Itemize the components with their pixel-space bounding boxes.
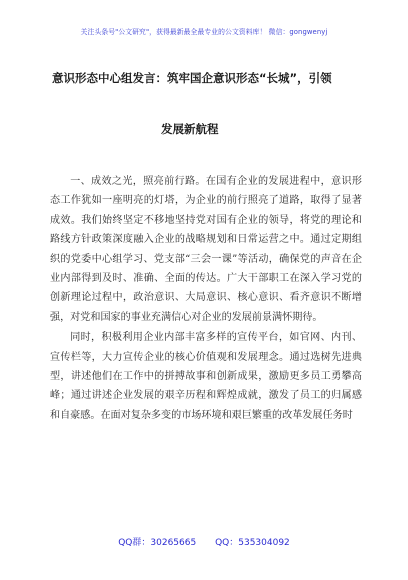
footer-qq-group: QQ群：30265665 <box>118 538 197 548</box>
body-paragraph: 同时，积极利用企业内部丰富多样的宣传平台，如官网、内刊、宣传栏等，大力宣传企业的核心价值观和发展理念。通过选树先进典型，讲述他们在工作中的拼搏故事和创新成果，激励更多员工勇攀高峰；通过讲述企业发展的艰辛历程和辉煌成就，激发了员工的归属感和自豪感。在面对复杂多变的市场环境和艰巨繁重的改革发展任务时 <box>50 332 362 421</box>
header-notice: 关注头条号"公文研究"，获得最新最全最专业的公文资料库！ 微信：gongwenyj <box>80 28 328 36</box>
footer-contact <box>0 535 408 548</box>
document-body <box>50 172 362 425</box>
footer-qq: QQ：535304092 <box>215 538 290 548</box>
body-paragraph: 一、成效之光，照亮前行路。在国有企业的发展进程中，意识形态工作犹如一座明亮的灯塔，为企业的前行照亮了道路，取得了显著成效。我们始终坚定不移地坚持党对国有企业的领导，将党的理论和路线方针政策深度融入企业的战略规划和日常运营之中。通过定期组织的党委中心组学习、党支部“三会一课”等活动，确保党的声音在企业内部得到及时、准确、全面的传达。广大干部职工在深入学习党的创新理论过程中，政治意识、大局意识、核心意识、看齐意识不断增强，对党和国家的事业充满信心对企业的发展前景满怀期待。 <box>50 176 362 323</box>
document-title-line-2: 发展新航程 <box>161 122 219 136</box>
document-title-line-1: 意识形态中心组发言：筑牢国企意识形态“长城”，引领 <box>52 71 332 85</box>
